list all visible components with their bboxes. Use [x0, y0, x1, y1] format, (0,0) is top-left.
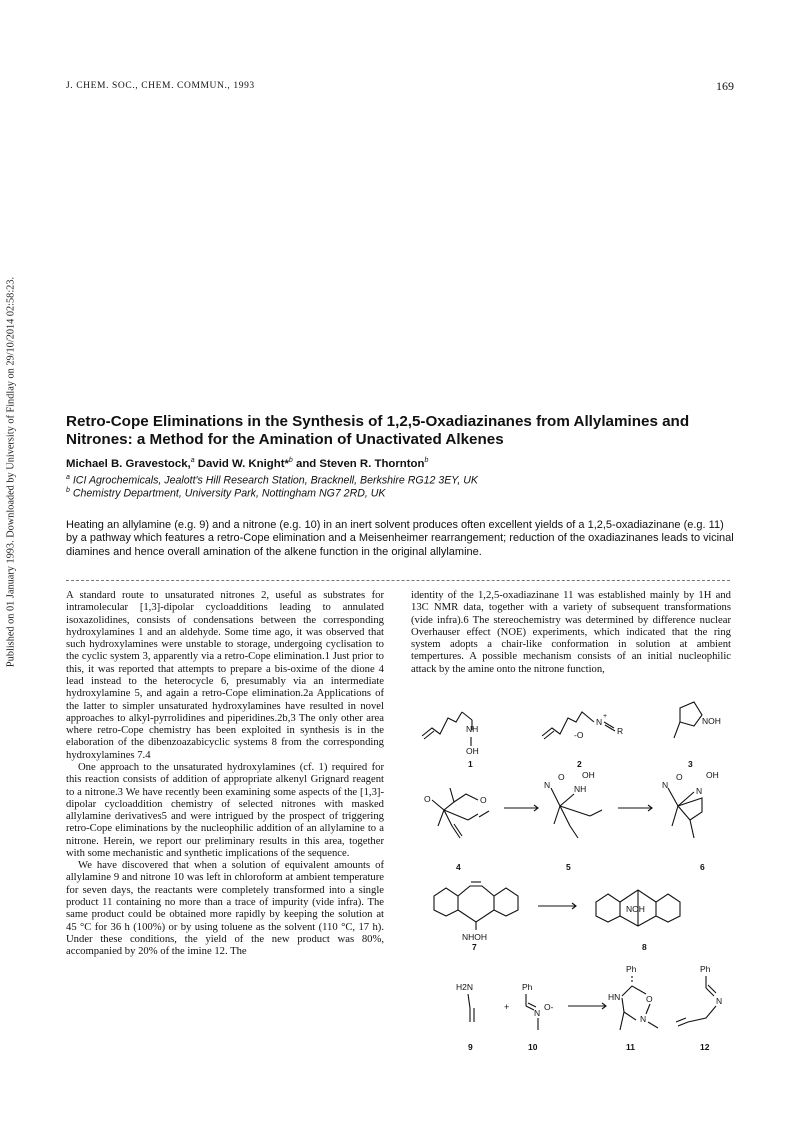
- body-paragraph: identity of the 1,2,5-oxadiazinane 11 was established mainly by 1H and 13C NMR data, together with a variety of subsequent transformations (vide infra).6 The stereochemistry was determined by difference nuclear Overhauser effect (NOE) experiments, which indicated that the ring system adopts a chair-like conformation in solution at ambient tempertures. A possible mechanism consists of an initial nucleophilic attack by the amine onto the nitrone function,: [411, 590, 731, 675]
- structure-8: [596, 890, 680, 926]
- atom-label: N: [696, 786, 703, 796]
- affiliation-mark: a: [190, 457, 195, 464]
- plus-sign: +: [504, 1002, 510, 1012]
- structure-12: [676, 964, 722, 1026]
- atom-label: NH: [466, 724, 479, 734]
- structure-4: [424, 788, 489, 838]
- affiliation-text: ICI Agrochemicals, Jealott's Hill Research Station, Bracknell, Berkshire RG12 3EY, UK: [72, 474, 479, 487]
- atom-label: NHOH: [462, 932, 488, 942]
- reaction-arrow: [504, 805, 538, 811]
- atom-label: O: [676, 772, 683, 782]
- compound-number: 5: [566, 862, 571, 872]
- structure-7: [434, 882, 518, 942]
- compound-number: 4: [456, 862, 461, 872]
- structure-9: [456, 982, 474, 1022]
- atom-label: O: [480, 795, 487, 805]
- atom-label: Ph: [700, 964, 711, 974]
- reaction-arrow: [568, 1003, 606, 1009]
- atom-label: N: [596, 717, 603, 727]
- reaction-scheme: [410, 660, 740, 1060]
- structure-11: [608, 964, 658, 1030]
- body-column-left: [66, 590, 384, 958]
- atom-label: NH: [574, 784, 587, 794]
- atom-label: R: [617, 726, 624, 736]
- atom-label: Ph: [626, 964, 637, 974]
- reaction-arrow: [618, 805, 652, 811]
- affiliation: [66, 487, 385, 500]
- atom-label: O: [424, 794, 431, 804]
- compound-number: 11: [626, 1042, 635, 1052]
- affiliation-text: Chemistry Department, University Park, Nottingham NG7 2RD, UK: [72, 487, 386, 500]
- atom-label: OH: [466, 746, 479, 756]
- atom-label: O: [646, 994, 653, 1004]
- atom-label: H2N: [456, 982, 474, 992]
- author-name: and Steven R. Thornton: [296, 457, 425, 470]
- atom-label: Ph: [522, 982, 533, 992]
- atom-label: N: [662, 780, 669, 790]
- compound-number: 1: [468, 759, 473, 769]
- atom-label: NOH: [626, 904, 645, 914]
- compound-number: 2: [577, 759, 582, 769]
- affiliation-mark: b: [288, 457, 293, 464]
- abstract: Heating an allylamine (e.g. 9) and a nitrone (e.g. 10) in an inert solvent produces often excellent yields of a 1,2,5-oxadiazinane (e.g. 11) by a pathway which features a retro-Cope elimination and a Meisenheimer rearrangement; reduction of the oxadiazinanes leads to vicinal diamines and hence overall amination of the alkene function in the original allylamine.: [66, 519, 734, 558]
- affiliation: [66, 474, 478, 487]
- structure-3: [674, 702, 721, 738]
- atom-label: O: [558, 772, 565, 782]
- structure-5: [544, 770, 602, 838]
- body-paragraph: One approach to the unsaturated hydroxylamines (cf. 1) required for this reaction consists of addition of appropriate alkenyl Grignard reagent to a nitrone.3 We have recently been examining some aspects of the [1,3]-dipolar cycloaddition chemistry of selected nitrones with masked allylamine derivatives5 and were intrigued by the prospect of triggering retro-Cope eliminations by the nucleophilic addition of an allylamine to a nitrone. Herein, we report our preliminary results in this area, together with some mechanistic and synthetic implications of the sequence.: [66, 761, 384, 859]
- atom-label: OH: [706, 770, 719, 780]
- structure-10: [522, 982, 554, 1030]
- reaction-arrow: [538, 903, 576, 909]
- author-name: Michael B. Gravestock,: [66, 457, 191, 470]
- body-paragraph: We have discovered that when a solution of equivalent amounts of allylamine 9 and nitrone 10 was left in chloroform at ambient temperature for seven days, the reactants were completely transformed into a single product 11 containing no more than a trace of impurity (vide infra). The same product could be obtained more rapidly by keeping the solution at 45 °C for 36 h (100%) or by using toluene as the solvent (110 °C, 17 h). Under these conditions, the yield of the new product was 80%, accompanied by 20% of the imine 12. The: [66, 860, 384, 958]
- page-number: 169: [716, 79, 734, 93]
- download-note: Published on 01 January 1993. Downloaded by University of Findlay on 29/10/2014 02:58:23.: [5, 276, 17, 668]
- author-name: David W. Knight*: [197, 457, 289, 470]
- atom-label: N: [716, 996, 723, 1006]
- affiliation-mark: a: [66, 474, 70, 481]
- download-watermark: [4, 262, 18, 682]
- author-list: [66, 457, 428, 470]
- affiliation-mark: b: [424, 457, 429, 464]
- running-head: J. CHEM. SOC., CHEM. COMMUN., 1993: [66, 81, 255, 91]
- atom-label: OH: [582, 770, 595, 780]
- affiliation-mark: b: [66, 487, 70, 494]
- section-divider: [66, 580, 730, 581]
- structure-1: [422, 712, 479, 756]
- structure-2: [542, 712, 623, 740]
- compound-number: 8: [642, 942, 647, 952]
- compound-number: 12: [700, 1042, 710, 1052]
- atom-label: +: [603, 713, 608, 720]
- body-paragraph: A standard route to unsaturated nitrones 2, useful as substrates for intramolecular [1,3]-dipolar cycloadditions leading to annulated isoxazolidines, consists of condensations between the corresponding hydroxylamines 1 and an aldehyde. Some time ago, it was observed that such hydroxylamines were unstable to storage, undergoing cyclisation to the cyclic system 3, apparently via a retro-Cope elimination.1 Just prior to this, it was reported that attempts to prepare a bis-oxime of the dione 4 lead instead to the heterocycle 6, presumably via an intermediate hydroxylamine 5, and again a retro-Cope elimination.2a Applications of the latter to simpler unsaturated hydroxylamines have resulted in novel approaches to alkyl-pyrrolidines and piperidines.2b,3 The only other area where retro-Cope chemistry has been exploited in synthesis is in the elaboration of the dibenzoazabicyclic systems 8 from the corresponding hydroxylamines 7.4: [66, 590, 384, 761]
- structure-6: [662, 770, 719, 838]
- compound-number: 7: [472, 942, 477, 952]
- atom-label: -O: [574, 730, 584, 740]
- atom-label: NOH: [702, 716, 721, 726]
- atom-label: O-: [544, 1002, 554, 1012]
- atom-label: N: [640, 1014, 647, 1024]
- compound-number: 10: [528, 1042, 538, 1052]
- compound-number: 9: [468, 1042, 473, 1052]
- atom-label: N: [544, 780, 551, 790]
- atom-label: HN: [608, 992, 621, 1002]
- atom-label: N: [534, 1008, 541, 1018]
- compound-number: 3: [688, 759, 693, 769]
- article-title: Retro-Cope Eliminations in the Synthesis of 1,2,5-Oxadiazinanes from Allylamines and Nitrones: a Method for the Amination of Unactivated Alkenes: [66, 413, 690, 448]
- compound-number: 6: [700, 862, 705, 872]
